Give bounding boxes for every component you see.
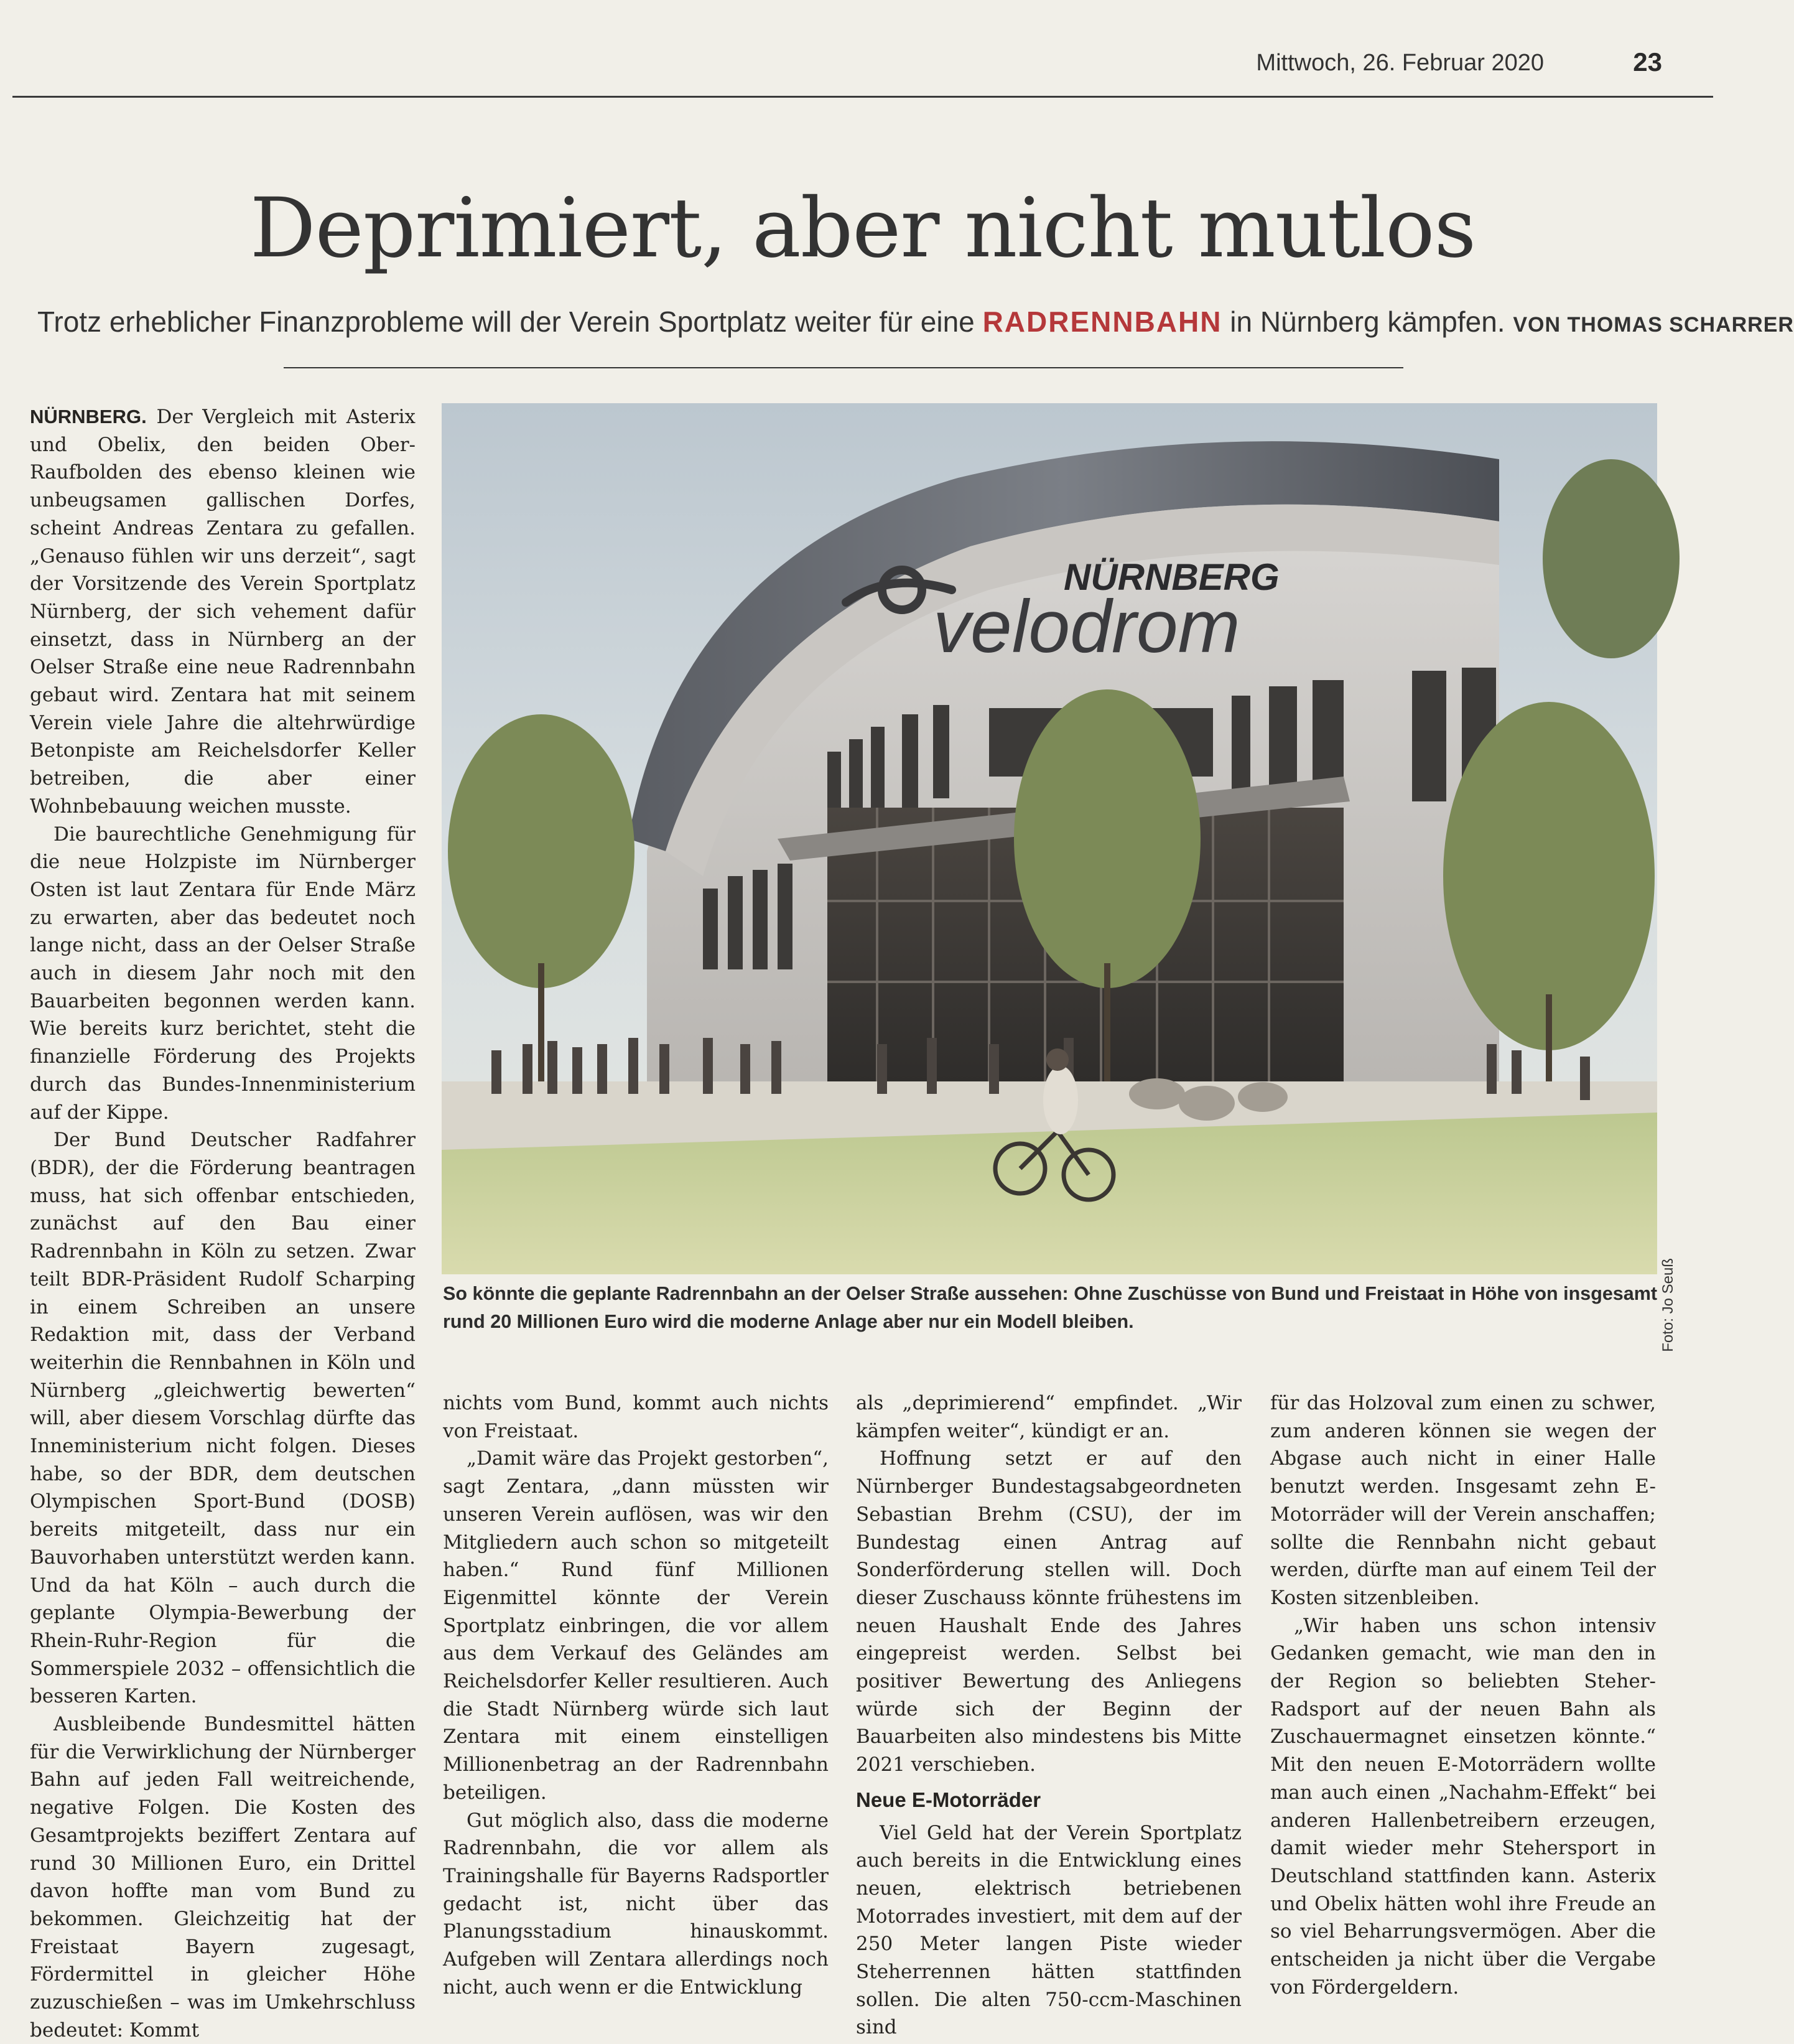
page-number: 23	[1633, 47, 1662, 77]
sign-velodrom: velodrom	[933, 585, 1240, 668]
photo-caption: So könnte die geplante Radrennbahn an der Oelser Straße aussehen: Ohne Zuschüsse von Bund und Freistaat in Höhe von insgesamt rund 20 Millionen Euro wird die moderne Anlage aber nur ein Modell bleiben.	[443, 1283, 1657, 1332]
article-headline: Deprimiert, aber nicht mutlos	[249, 180, 1476, 276]
paragraph: „Wir haben uns schon intensiv Gedanken gemacht, wie man den in der Region so beliebten Steher-Radsport auf der neuen Bahn als Zuschauermagnet einsetzen könnte.“ Mit den neuen E-Motorrädern wollte man auch einen „Nachahm-Effekt“ bei anderen Hallenbetreibern erzeugen, damit wieder mehr Stehersport in Deutschland stattfinden kann. Asterix und Obelix hätten wohl ihre Freude an so viel Beharrungsvermögen. Aber die entscheiden ja nicht über die Vergabe von Fördergeldern.	[1270, 1614, 1656, 1999]
paragraph: für das Holzoval zum einen zu schwer, zum anderen können sie wegen der Abgase auch nicht in einer Halle benutzt werden. Insgesamt zehn E-Motorräder will der Verein anschaffen; sollte die Rennbahn nicht gebaut werden, dürfte man auf einem Teil der Kosten sitzenbleiben.	[1270, 1392, 1656, 1609]
subhead-highlight: RADRENNBAHN	[982, 306, 1222, 338]
paragraph: Gut möglich also, dass die moderne Radrennbahn, die vor allem als Trainingshalle für Bayerns Radsportler gedacht ist, nicht über das Planungsstadium hinauskommt. Aufgeben will Zentara allerdings noch nicht, auch wenn er die Entwicklung	[443, 1809, 829, 1999]
subhead-text-end: in Nürnberg kämpfen.	[1230, 306, 1505, 338]
paragraph: Der Bund Deutscher Radfahrer (BDR), der die Förderung beantragen muss, hat sich offenbar entschieden, zunächst auf den Bau einer Radrennbahn in Köln zu setzen. Zwar teilt BDR-Präsident Rudolf Scharping in einem Schreiben an unsere Redaktion mit, dass der Verband weiterhin die Rennbahnen in Köln und Nürnberg „gleichwertig bewerten“ will, aber diesem Vorschlag dürfte das Inneministerium nicht folgen. Dieses habe, so der BDR, dem deutschen Olympischen Sport-Bund (DOSB) bereits mitgeteilt, dass nur ein Bauvorhaben unterstützt werden kann. Und da hat Köln – auch durch die geplante Olympia-Bewerbung der Rhein-Ruhr-Region für die Sommerspiele 2032 – offensichtlich die besseren Karten.	[30, 1129, 416, 1708]
paragraph: als „deprimierend“ empfindet. „Wir kämpfen weiter“, kündigt er an.	[856, 1392, 1242, 1442]
sign-nuernberg: NÜRNBERG	[1064, 556, 1280, 598]
paragraph: „Damit wäre das Projekt gestorben“, sagt Zentara, „dann müssten wir unseren Verein auflösen, was wir den Mitgliedern auch schon so mitgeteilt haben.“ Rund fünf Millionen Eigenmittel könnte der Verein Sportplatz einbringen, die vor allem aus dem Verkauf des Geländes am Reichelsdorfer Keller resultieren. Auch die Stadt Nürnberg würde sich laut Zentara mit einem einstelligen Millionenbetrag an der Radrennbahn beteiligen.	[443, 1447, 829, 1804]
paragraph	[30, 403, 416, 821]
article-column-3	[856, 1389, 1242, 2039]
subhead-text: Trotz erheblicher Finanzprobleme will der Verein Sportplatz weiter für eine	[37, 306, 975, 338]
article-column-1	[30, 403, 416, 2042]
paragraph-text: Der Vergleich mit Asterix und Obelix, den beiden Ober-Raufbolden des ebenso kleinen wie unbeugsamen gallischen Dorfes, scheint Andreas Zentara zu gefallen. „Genauso fühlen wir uns derzeit“, sagt der Vorsitzende des Verein Sportplatz Nürnberg, der sich vehement dafür einsetzt, dass in Nürnberg an der Oelser Straße eine neue Radrennbahn gebaut wird. Zentara hat mit seinem Verein viele Jahre die altehrwürdige Betonpiste am Reichelsdorfer Keller betreiben, die aber einer Wohnbebauung weichen musste.	[30, 406, 416, 818]
paragraph: Viel Geld hat der Verein Sportplatz auch bereits in die Entwicklung eines neuen, elektrisch betriebenen Motorrades investiert, mit dem auf der 250 Meter langen Piste wieder Steherrennen hätten stattfinden sollen. Die alten 750-ccm-Maschinen sind	[856, 1821, 1242, 2039]
dateline: NÜRNBERG.	[30, 406, 147, 427]
subheading: Neue E-Motorräder	[856, 1788, 1041, 1811]
byline: VON THOMAS SCHARRER	[1513, 313, 1794, 337]
article-column-2	[443, 1389, 829, 2015]
article-subhead	[37, 305, 1794, 338]
article-column-4	[1270, 1389, 1656, 2015]
photo-credit	[1660, 1070, 1685, 1352]
header-date: Mittwoch, 26. Februar 2020	[1256, 50, 1544, 76]
velodrome-rendering-photo	[442, 403, 1657, 1274]
paragraph: Ausbleibende Bundesmittel hätten für die Verwirklichung der Nürnberger Bahn auf jeden Fall weitreichende, negative Folgen. Die Kosten des Gesamtprojekts beziffert Zentara auf rund 30 Millionen Euro, ein Drittel davon hoffte man vom Bund zu bekommen. Gleichzeitig hat der Freistaat Bayern zugesagt, Fördermittel in gleicher Höhe zuzuschießen – was im Umkehrschluss bedeutet: Kommt	[30, 1713, 416, 2042]
paragraph: Hoffnung setzt er auf den Nürnberger Bundestagsabgeordneten Sebastian Brehm (CSU), der im Bundestag einen Antrag auf Sonderförderung stellen will. Doch dieser Zuschauss könnte frühestens im neuen Haushalt Ende des Jahres eingepreist werden. Selbst bei positiver Bewertung des Anliegens würde sich der Beginn der Bauarbeiten also mindestens bis Mitte 2021 verschieben.	[856, 1447, 1242, 1776]
photo-credit-text: Foto: Jo Seuß	[1660, 1258, 1676, 1352]
header-divider	[12, 96, 1713, 98]
paragraph: nichts vom Bund, kommt auch nichts von Freistaat.	[443, 1392, 829, 1442]
subhead-divider	[284, 367, 1403, 368]
paragraph: Die baurechtliche Genehmigung für die neue Holzpiste im Nürnberger Osten ist laut Zentara für Ende März zu erwarten, aber das bedeutet noch lange nicht, dass an der Oelser Straße auch in diesem Jahr noch mit den Bauarbeiten begonnen werden kann. Wie bereits kurz berichtet, steht die finanzielle Förderung des Projekts durch das Bundes-Innenministerium auf der Kippe.	[30, 823, 416, 1124]
